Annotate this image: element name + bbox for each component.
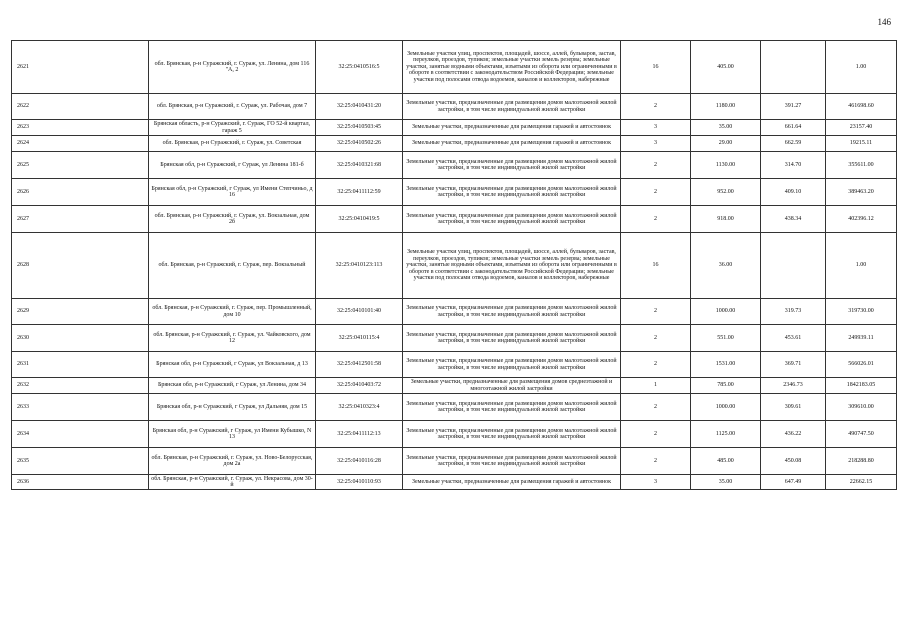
cadastral-number-cell: 32:25:0410115:4 bbox=[316, 325, 403, 352]
row-id: 2630 bbox=[12, 325, 149, 352]
specific-value-cell: 438.34 bbox=[761, 206, 826, 233]
specific-value-cell: 391.27 bbox=[761, 94, 826, 120]
group-code-cell: 2 bbox=[621, 152, 691, 179]
land-use-cell: Земельные участки улиц, проспектов, площадей, шоссе, аллей, бульваров, застав, переулков, проездов, тупиков; земельные участки земель резерва; земельные участки, занятые водными объектами, изъятыми из оборота или ограниченными в обороте в соответствии с законодательством Российской Федерации; земельные участки под полосами отвода водоемов, каналов и коллекторов, набережные bbox=[403, 41, 621, 94]
cadastral-number-cell: 32:25:0410502:26 bbox=[316, 136, 403, 152]
cadastral-number-cell: 32:25:0410101:40 bbox=[316, 299, 403, 325]
land-use-cell: Земельные участки, предназначенные для размещения домов малоэтажной жилой застройки, в том числе индивидуальной жилой застройки bbox=[403, 299, 621, 325]
table-row bbox=[12, 394, 897, 421]
land-use-cell: Земельные участки, предназначенные для размещения домов малоэтажной жилой застройки, в том числе индивидуальной жилой застройки bbox=[403, 206, 621, 233]
table-row bbox=[12, 475, 897, 490]
cadastral-number-cell: 32:25:0410419:5 bbox=[316, 206, 403, 233]
row-id: 2632 bbox=[12, 378, 149, 394]
table-row bbox=[12, 421, 897, 448]
row-id: 2625 bbox=[12, 152, 149, 179]
land-use-cell: Земельные участки, предназначенные для размещения домов малоэтажной жилой застройки, в том числе индивидуальной жилой застройки bbox=[403, 448, 621, 475]
land-use-cell: Земельные участки, предназначенные для размещения домов малоэтажной жилой застройки, в том числе индивидуальной жилой застройки bbox=[403, 352, 621, 378]
group-code-cell: 2 bbox=[621, 394, 691, 421]
table-row bbox=[12, 206, 897, 233]
cadastral-value-cell: 566026.01 bbox=[826, 352, 897, 378]
address-cell: Брянская обл, р-н Суражский, г Сураж, ул Имени Кубышко, N 13 bbox=[149, 421, 316, 448]
cadastral-number-cell: 32:25:0412501:58 bbox=[316, 352, 403, 378]
address-cell: Брянская обл, р-н Суражский, г Сураж, ул Вокзальная, д 13 bbox=[149, 352, 316, 378]
cadastral-value-cell: 19215.11 bbox=[826, 136, 897, 152]
row-id: 2624 bbox=[12, 136, 149, 152]
cadastral-number-cell: 32:25:0410110:93 bbox=[316, 475, 403, 490]
land-use-cell: Земельные участки, предназначенные для размещения домов малоэтажной жилой застройки, в том числе индивидуальной жилой застройки bbox=[403, 179, 621, 206]
table-row bbox=[12, 378, 897, 394]
table-row bbox=[12, 179, 897, 206]
area-cell: 1531.00 bbox=[691, 352, 761, 378]
land-use-cell: Земельные участки, предназначенные для размещения домов малоэтажной жилой застройки, в том числе индивидуальной жилой застройки bbox=[403, 421, 621, 448]
specific-value-cell: 436.22 bbox=[761, 421, 826, 448]
cadastral-value-cell: 355611.00 bbox=[826, 152, 897, 179]
cadastral-value-cell: 389463.20 bbox=[826, 179, 897, 206]
address-cell: обл. Брянская, р-н Суражский, г. Сураж, ул. Вокзальная, дом 2б bbox=[149, 206, 316, 233]
row-id: 2622 bbox=[12, 94, 149, 120]
group-code-cell: 2 bbox=[621, 421, 691, 448]
area-cell: 952.00 bbox=[691, 179, 761, 206]
row-id: 2623 bbox=[12, 120, 149, 136]
table-row bbox=[12, 120, 897, 136]
specific-value-cell: 409.10 bbox=[761, 179, 826, 206]
cadastral-number-cell: 32:25:0410123:113 bbox=[316, 233, 403, 299]
address-cell: Брянская обл, р-н Суражский, г Сураж, ул Ленина, дом 34 bbox=[149, 378, 316, 394]
land-use-cell: Земельные участки, предназначенные для размещения домов среднеэтажной и многоэтажной жилой застройки bbox=[403, 378, 621, 394]
address-cell: обл. Брянская, р-н Суражский, г. Сураж, ул. Рабочая, дом 7 bbox=[149, 94, 316, 120]
area-cell: 1000.00 bbox=[691, 394, 761, 421]
row-id: 2631 bbox=[12, 352, 149, 378]
cadastral-value-cell: 249939.11 bbox=[826, 325, 897, 352]
area-cell: 1180.00 bbox=[691, 94, 761, 120]
cadastral-value-cell: 22662.15 bbox=[826, 475, 897, 490]
cadastral-number-cell: 32:25:0410116:28 bbox=[316, 448, 403, 475]
specific-value-cell: 319.73 bbox=[761, 299, 826, 325]
cadastral-value-cell: 1.00 bbox=[826, 233, 897, 299]
land-use-cell: Земельные участки, предназначенные для размещения домов малоэтажной жилой застройки, в том числе индивидуальной жилой застройки bbox=[403, 94, 621, 120]
group-code-cell: 2 bbox=[621, 206, 691, 233]
area-cell: 36.00 bbox=[691, 233, 761, 299]
address-cell: обл. Брянская, р-н Суражский, г. Сураж, ул. Ново-Белорусская, дом 2а bbox=[149, 448, 316, 475]
specific-value-cell: 661.64 bbox=[761, 120, 826, 136]
area-cell: 485.00 bbox=[691, 448, 761, 475]
area-cell: 35.00 bbox=[691, 475, 761, 490]
group-code-cell: 16 bbox=[621, 233, 691, 299]
address-cell: обл. Брянская, р-н Суражский, г. Сураж, пер. Вокзальный bbox=[149, 233, 316, 299]
group-code-cell: 3 bbox=[621, 136, 691, 152]
cadastral-value-cell: 402396.12 bbox=[826, 206, 897, 233]
address-cell: обл. Брянская, р-н Суражский, г. Сураж, ул. Чайковского, дом 12 bbox=[149, 325, 316, 352]
area-cell: 1000.00 bbox=[691, 299, 761, 325]
group-code-cell: 2 bbox=[621, 179, 691, 206]
cadastral-value-cell: 319730.00 bbox=[826, 299, 897, 325]
row-id: 2634 bbox=[12, 421, 149, 448]
group-code-cell: 2 bbox=[621, 448, 691, 475]
row-id: 2621 bbox=[12, 41, 149, 94]
area-cell: 785.00 bbox=[691, 378, 761, 394]
cadastral-number-cell: 32:25:0410503:45 bbox=[316, 120, 403, 136]
row-id: 2633 bbox=[12, 394, 149, 421]
area-cell: 551.00 bbox=[691, 325, 761, 352]
cadastral-value-cell: 1.00 bbox=[826, 41, 897, 94]
address-cell: Брянская обл, р-н Суражский, г Сураж, ул Дальняя, дом 15 bbox=[149, 394, 316, 421]
land-use-cell: Земельные участки, предназначенные для размещения гаражей и автостоянок bbox=[403, 475, 621, 490]
specific-value-cell: 453.61 bbox=[761, 325, 826, 352]
land-use-cell: Земельные участки, предназначенные для размещения домов малоэтажной жилой застройки, в том числе индивидуальной жилой застройки bbox=[403, 325, 621, 352]
table-row bbox=[12, 94, 897, 120]
table-row bbox=[12, 233, 897, 299]
cadastral-number-cell: 32:25:0410516:5 bbox=[316, 41, 403, 94]
address-cell: обл. Брянская, р-н Суражский, г. Сураж, пер. Промышленный, дом 10 bbox=[149, 299, 316, 325]
row-id: 2636 bbox=[12, 475, 149, 490]
cadastral-number-cell: 32:25:0411112:13 bbox=[316, 421, 403, 448]
table-row bbox=[12, 136, 897, 152]
specific-value-cell: 314.70 bbox=[761, 152, 826, 179]
specific-value-cell bbox=[761, 233, 826, 299]
area-cell: 1130.00 bbox=[691, 152, 761, 179]
specific-value-cell: 309.61 bbox=[761, 394, 826, 421]
cadastral-value-cell: 461698.60 bbox=[826, 94, 897, 120]
group-code-cell: 2 bbox=[621, 352, 691, 378]
group-code-cell: 2 bbox=[621, 325, 691, 352]
land-use-cell: Земельные участки, предназначенные для размещения домов малоэтажной жилой застройки, в том числе индивидуальной жилой застройки bbox=[403, 152, 621, 179]
land-use-cell: Земельные участки, предназначенные для размещения гаражей и автостоянок bbox=[403, 136, 621, 152]
row-id: 2627 bbox=[12, 206, 149, 233]
specific-value-cell: 662.59 bbox=[761, 136, 826, 152]
area-cell: 1125.00 bbox=[691, 421, 761, 448]
cadastral-number-cell: 32:25:0410323:4 bbox=[316, 394, 403, 421]
cadastral-registry-table bbox=[11, 40, 897, 490]
group-code-cell: 3 bbox=[621, 475, 691, 490]
address-cell: Брянская обл, р-н Суражский, г Сураж, ул Ленина 181-б bbox=[149, 152, 316, 179]
group-code-cell: 3 bbox=[621, 120, 691, 136]
table-row bbox=[12, 352, 897, 378]
specific-value-cell: 450.08 bbox=[761, 448, 826, 475]
land-use-cell: Земельные участки, предназначенные для размещения гаражей и автостоянок bbox=[403, 120, 621, 136]
table-row bbox=[12, 448, 897, 475]
address-cell: Брянская обл, р-н Суражский, г Сураж, ул Имени Степчиньо, д 16 bbox=[149, 179, 316, 206]
row-id: 2628 bbox=[12, 233, 149, 299]
group-code-cell: 16 bbox=[621, 41, 691, 94]
cadastral-value-cell: 309610.00 bbox=[826, 394, 897, 421]
table-row bbox=[12, 325, 897, 352]
address-cell: обл. Брянская, р-н Суражский, г. Сураж, ул. Советская bbox=[149, 136, 316, 152]
table-row bbox=[12, 299, 897, 325]
cadastral-value-cell: 23157.40 bbox=[826, 120, 897, 136]
row-id: 2629 bbox=[12, 299, 149, 325]
page-number: 146 bbox=[877, 17, 891, 27]
group-code-cell: 2 bbox=[621, 299, 691, 325]
land-use-cell: Земельные участки, предназначенные для размещения домов малоэтажной жилой застройки, в том числе индивидуальной жилой застройки bbox=[403, 394, 621, 421]
land-use-cell: Земельные участки улиц, проспектов, площадей, шоссе, аллей, бульваров, застав, переулков, проездов, тупиков; земельные участки земель резерва; земельные участки, занятые водными объектами, изъятыми из оборота или ограниченными в обороте в соответствии с законодательством Российской Федерации; земельные участки под полосами отвода водоемов, каналов и коллекторов, набережные bbox=[403, 233, 621, 299]
address-cell: обл. Брянская, р-н Суражский, г. Сураж, ул. Некрасова, дом 30-й bbox=[149, 475, 316, 490]
address-cell: Брянская область, р-н Суражский, г. Сураж, ГО 52-й квартал, гараж 5 bbox=[149, 120, 316, 136]
specific-value-cell: 369.71 bbox=[761, 352, 826, 378]
cadastral-number-cell: 32:25:0410321:68 bbox=[316, 152, 403, 179]
specific-value-cell: 2346.73 bbox=[761, 378, 826, 394]
cadastral-number-cell: 32:25:0410431:20 bbox=[316, 94, 403, 120]
table-row bbox=[12, 41, 897, 94]
table-row bbox=[12, 152, 897, 179]
area-cell: 405.00 bbox=[691, 41, 761, 94]
specific-value-cell bbox=[761, 41, 826, 94]
row-id: 2635 bbox=[12, 448, 149, 475]
area-cell: 35.00 bbox=[691, 120, 761, 136]
row-id: 2626 bbox=[12, 179, 149, 206]
address-cell: обл. Брянская, р-н Суражский, г. Сураж, ул. Ленина, дом 116 "А, 2 bbox=[149, 41, 316, 94]
area-cell: 29.00 bbox=[691, 136, 761, 152]
specific-value-cell: 647.49 bbox=[761, 475, 826, 490]
cadastral-value-cell: 218288.80 bbox=[826, 448, 897, 475]
cadastral-value-cell: 1842183.05 bbox=[826, 378, 897, 394]
cadastral-number-cell: 32:25:0410403:72 bbox=[316, 378, 403, 394]
area-cell: 918.00 bbox=[691, 206, 761, 233]
cadastral-value-cell: 490747.50 bbox=[826, 421, 897, 448]
group-code-cell: 1 bbox=[621, 378, 691, 394]
cadastral-number-cell: 32:25:0411112:59 bbox=[316, 179, 403, 206]
group-code-cell: 2 bbox=[621, 94, 691, 120]
